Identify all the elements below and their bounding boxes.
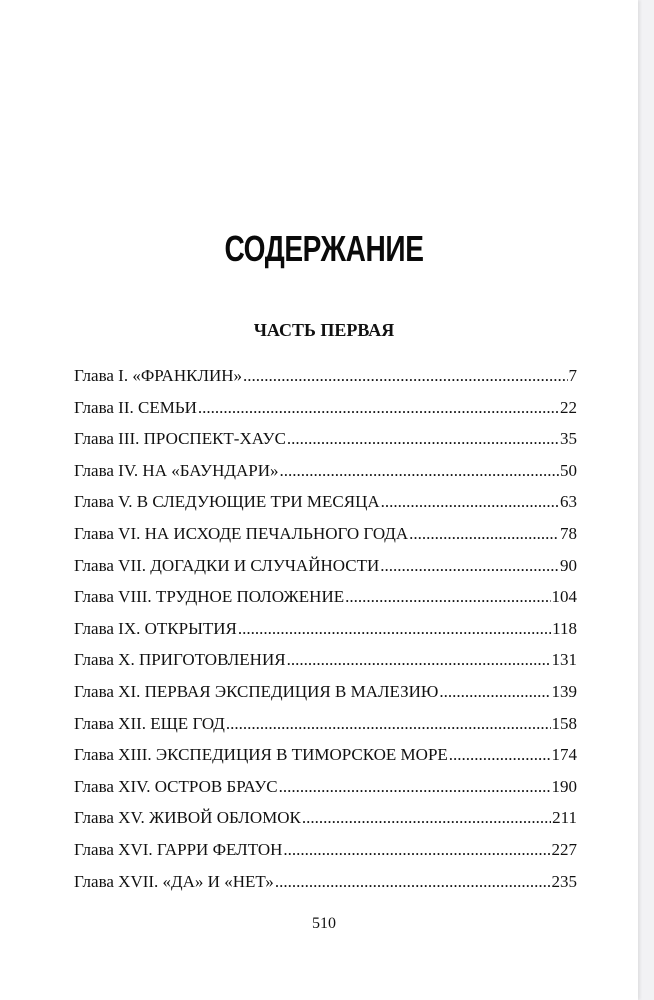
part-title: ЧАСТЬ ПЕРВАЯ bbox=[253, 320, 395, 340]
chapter-page-number: 35 bbox=[560, 429, 577, 449]
chapter-title: Глава XVII. «ДА» И «НЕТ» bbox=[74, 871, 274, 891]
chapter-title: Глава IV. НА «БАУНДАРИ» bbox=[74, 460, 279, 480]
dot-leader bbox=[243, 366, 567, 386]
chapter-title: Глава XIV. ОСТРОВ БРАУС bbox=[74, 776, 278, 796]
toc-entry bbox=[74, 398, 577, 430]
dot-leader bbox=[449, 745, 551, 765]
page-number: 510 bbox=[312, 915, 336, 932]
toc-entry bbox=[74, 840, 577, 872]
chapter-page-number: 131 bbox=[551, 650, 577, 670]
toc-entry bbox=[74, 745, 577, 777]
chapter-page-number: 104 bbox=[551, 587, 577, 607]
dot-leader bbox=[198, 398, 559, 418]
toc-entry bbox=[74, 429, 577, 461]
toc-entry bbox=[74, 492, 577, 524]
chapter-title: Глава XIII. ЭКСПЕДИЦИЯ В ТИМОРСКОЕ МОРЕ bbox=[74, 745, 448, 765]
chapter-title: Глава IX. ОТКРЫТИЯ bbox=[74, 618, 237, 638]
chapter-title: Глава XI. ПЕРВАЯ ЭКСПЕДИЦИЯ В МАЛЕЗИЮ bbox=[74, 681, 439, 701]
dot-leader bbox=[439, 682, 550, 702]
dot-leader bbox=[279, 461, 559, 481]
chapter-title: Глава XII. ЕЩЕ ГОД bbox=[74, 713, 225, 733]
dot-leader bbox=[287, 429, 559, 449]
toc-entry bbox=[74, 587, 577, 619]
dot-leader bbox=[409, 524, 559, 544]
dot-leader bbox=[238, 619, 551, 639]
toc-entry bbox=[74, 872, 577, 904]
chapter-page-number: 235 bbox=[551, 871, 577, 891]
chapter-page-number: 158 bbox=[551, 713, 577, 733]
chapter-title: Глава VI. НА ИСХОДЕ ПЕЧАЛЬНОГО ГОДА bbox=[74, 523, 409, 543]
toc-entry bbox=[74, 524, 577, 556]
chapter-title: Глава I. «ФРАНКЛИН» bbox=[74, 366, 243, 385]
toc-entry bbox=[74, 461, 577, 493]
chapter-page-number: 7 bbox=[568, 366, 577, 385]
chapter-title: Глава V. В СЛЕДУЮЩИЕ ТРИ МЕСЯЦА bbox=[74, 492, 380, 512]
chapter-page-number: 174 bbox=[551, 745, 577, 765]
chapter-title: Глава III. ПРОСПЕКТ-ХАУС bbox=[74, 429, 286, 449]
dot-leader bbox=[283, 840, 550, 860]
dot-leader bbox=[275, 872, 551, 892]
chapter-title: Глава II. СЕМЬИ bbox=[74, 397, 197, 417]
chapter-page-number: 118 bbox=[552, 618, 577, 638]
chapter-title: Глава VIII. ТРУДНОЕ ПОЛОЖЕНИЕ bbox=[74, 587, 345, 607]
toc-entry bbox=[74, 366, 577, 398]
toc-entry bbox=[74, 682, 577, 714]
toc-entry bbox=[74, 777, 577, 809]
page-title: СОДЕРЖАНИЕ bbox=[224, 228, 424, 269]
chapter-page-number: 90 bbox=[560, 555, 577, 575]
toc-entry bbox=[74, 808, 577, 840]
toc-entry bbox=[74, 714, 577, 746]
dot-leader bbox=[381, 492, 559, 512]
dot-leader bbox=[287, 650, 551, 670]
dot-leader bbox=[226, 714, 551, 734]
chapter-page-number: 211 bbox=[552, 808, 577, 828]
table-of-contents bbox=[74, 366, 577, 903]
chapter-page-number: 50 bbox=[560, 460, 577, 480]
chapter-page-number: 22 bbox=[560, 397, 577, 417]
dot-leader bbox=[302, 808, 551, 828]
chapter-page-number: 63 bbox=[560, 492, 577, 512]
toc-entry bbox=[74, 650, 577, 682]
chapter-title: Глава XVI. ГАРРИ ФЕЛТОН bbox=[74, 839, 283, 859]
chapter-page-number: 227 bbox=[551, 839, 577, 859]
chapter-page-number: 139 bbox=[551, 681, 577, 701]
chapter-title: Глава X. ПРИГОТОВЛЕНИЯ bbox=[74, 650, 286, 670]
chapter-title: Глава VII. ДОГАДКИ И СЛУЧАЙНОСТИ bbox=[74, 555, 380, 575]
dot-leader bbox=[345, 587, 550, 607]
chapter-page-number: 190 bbox=[551, 776, 577, 796]
toc-entry bbox=[74, 619, 577, 651]
dot-leader bbox=[279, 777, 551, 797]
dot-leader bbox=[380, 556, 559, 576]
toc-entry bbox=[74, 556, 577, 588]
chapter-title: Глава XV. ЖИВОЙ ОБЛОМОК bbox=[74, 808, 301, 828]
chapter-page-number: 78 bbox=[560, 523, 577, 543]
